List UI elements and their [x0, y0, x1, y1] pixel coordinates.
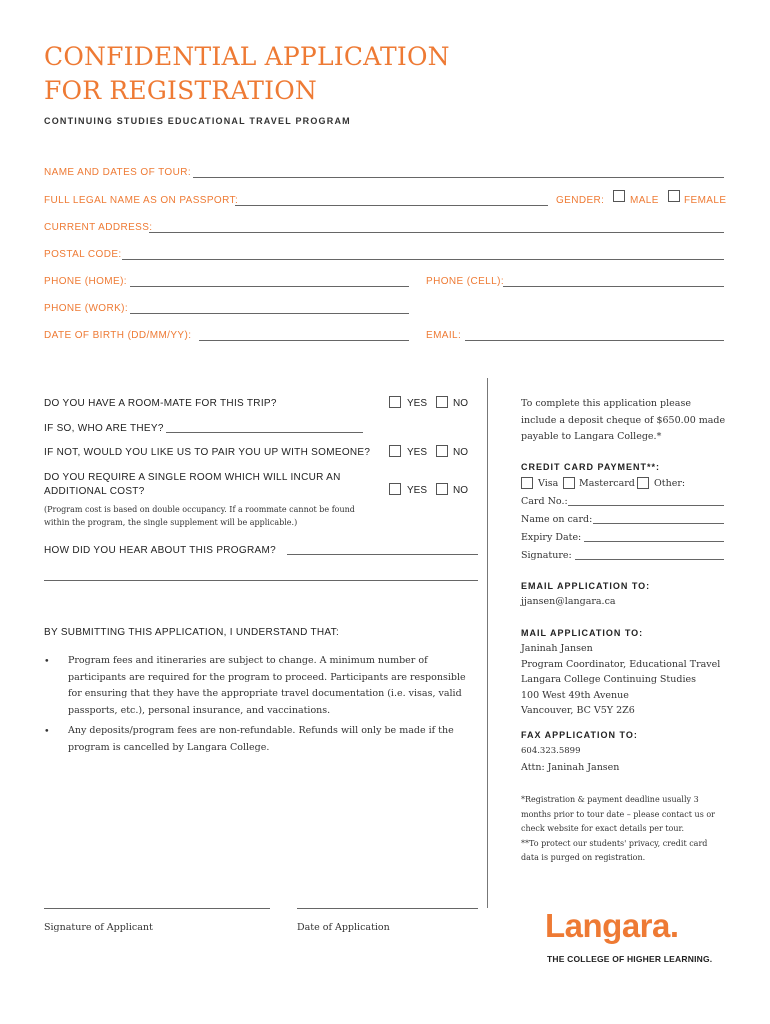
visa-checkbox[interactable]	[521, 477, 533, 489]
langara-logo: Langara.	[545, 907, 679, 944]
address-input-line[interactable]	[149, 232, 724, 233]
legal-name-label: FULL LEGAL NAME AS ON PASSPORT:	[44, 195, 239, 206]
hear-input-line-1[interactable]	[287, 554, 478, 555]
single-room-line-1: DO YOU REQUIRE A SINGLE ROOM WHICH WILL INCUR AN	[44, 472, 341, 483]
single-yes-checkbox[interactable]	[389, 483, 401, 495]
roommate-no-checkbox[interactable]	[436, 396, 448, 408]
roommate-question: DO YOU HAVE A ROOM-MATE FOR THIS TRIP?	[44, 398, 277, 409]
phone-cell-label: PHONE (CELL):	[426, 276, 504, 287]
terms-item-1-line: Program fees and itineraries are subject to change. A minimum number of	[68, 655, 428, 666]
male-label: MALE	[630, 195, 659, 206]
single-room-line-2: ADDITIONAL COST?	[44, 486, 145, 497]
application-date-line[interactable]	[297, 908, 478, 909]
hear-input-line-2[interactable]	[44, 580, 478, 581]
mail-address	[521, 641, 720, 719]
fax-number: 604.323.5899	[521, 746, 581, 756]
fax-application-heading: FAX APPLICATION TO:	[521, 730, 638, 740]
deposit-line: include a deposit cheque of $650.00 made	[521, 414, 726, 426]
applicant-signature-label: Signature of Applicant	[44, 922, 153, 933]
terms-item-2-line: Any deposits/program fees are non-refundable. Refunds will only be made if the	[68, 725, 454, 736]
applicant-signature-line[interactable]	[44, 908, 270, 909]
application-date-label: Date of Application	[297, 922, 390, 933]
who-input-line[interactable]	[166, 432, 363, 433]
terms-item-1	[68, 653, 466, 719]
mail-address-line: Janinah Jansen	[521, 643, 593, 654]
terms-heading: BY SUBMITTING THIS APPLICATION, I UNDERSTAND THAT:	[44, 627, 340, 638]
card-number-label: Card No.:	[521, 496, 568, 507]
phone-home-input-line[interactable]	[130, 286, 409, 287]
footnote-line: data is purged on registration.	[521, 853, 646, 862]
female-checkbox[interactable]	[668, 190, 680, 202]
page-title	[44, 40, 450, 108]
tour-input-line[interactable]	[193, 177, 724, 178]
dob-input-line[interactable]	[199, 340, 409, 341]
mail-address-line: Vancouver, BC V5Y 2Z6	[521, 705, 635, 716]
single-no-label: NO	[453, 485, 468, 496]
mail-address-line: Program Coordinator, Educational Travel	[521, 658, 721, 670]
pair-yes-label: YES	[407, 447, 428, 458]
roommate-yes-checkbox[interactable]	[389, 396, 401, 408]
roommate-no-label: NO	[453, 398, 468, 409]
terms-item-1-line: passports, etc.), personal insurance, and vaccinations.	[68, 704, 331, 716]
title-line-1: CONFIDENTIAL APPLICATION	[44, 42, 450, 71]
mail-application-heading: MAIL APPLICATION TO:	[521, 628, 644, 638]
email-label: EMAIL:	[426, 330, 462, 341]
mastercard-label: Mastercard	[579, 478, 635, 489]
single-room-question	[44, 471, 341, 499]
footnote-line: months prior to tour date – please contact us or	[521, 809, 715, 819]
bullet-2: •	[44, 726, 50, 737]
single-yes-label: YES	[407, 485, 428, 496]
pair-no-label: NO	[453, 447, 468, 458]
phone-cell-input-line[interactable]	[503, 286, 724, 287]
name-on-card-label: Name on card:	[521, 514, 593, 525]
other-label: Other:	[654, 478, 686, 489]
visa-label: Visa	[538, 478, 559, 489]
female-label: FEMALE	[684, 195, 727, 206]
email-application-heading: EMAIL APPLICATION TO:	[521, 581, 651, 591]
postal-input-line[interactable]	[122, 259, 724, 260]
hear-question: HOW DID YOU HEAR ABOUT THIS PROGRAM?	[44, 545, 276, 556]
deposit-line: To complete this application please	[521, 398, 691, 409]
pair-yes-checkbox[interactable]	[389, 445, 401, 457]
dob-label: DATE OF BIRTH (DD/MM/YY):	[44, 330, 192, 341]
terms-item-2	[68, 723, 454, 756]
footnotes	[521, 793, 715, 866]
who-question: IF SO, WHO ARE THEY?	[44, 423, 164, 434]
terms-item-2-line: program is cancelled by Langara College.	[68, 741, 270, 753]
name-on-card-line[interactable]	[593, 523, 724, 524]
mail-address-line: Langara College Continuing Studies	[521, 674, 696, 685]
pair-no-checkbox[interactable]	[436, 445, 448, 457]
tour-label: NAME AND DATES OF TOUR:	[44, 167, 191, 178]
pair-question: IF NOT, WOULD YOU LIKE US TO PAIR YOU UP WITH SOMEONE?	[44, 447, 371, 458]
title-line-2: FOR REGISTRATION	[44, 76, 317, 105]
expiry-line[interactable]	[584, 541, 724, 542]
address-label: CURRENT ADDRESS:	[44, 222, 153, 233]
deposit-line: payable to Langara College.*	[521, 431, 662, 442]
card-signature-label: Signature:	[521, 550, 572, 561]
page-subtitle: CONTINUING STUDIES EDUCATIONAL TRAVEL PROGRAM	[44, 116, 351, 126]
card-number-line[interactable]	[568, 505, 724, 506]
male-checkbox[interactable]	[613, 190, 625, 202]
legal-name-input-line[interactable]	[235, 205, 548, 206]
fax-attention: Attn: Janinah Jansen	[521, 762, 620, 773]
terms-item-1-line: participants are required for the program to proceed. Participants are responsible	[68, 671, 466, 683]
footnote-line: **To protect our students' privacy, credit card	[521, 838, 708, 848]
card-signature-line[interactable]	[575, 559, 724, 560]
single-no-checkbox[interactable]	[436, 483, 448, 495]
postal-label: POSTAL CODE:	[44, 249, 122, 260]
email-input-line[interactable]	[465, 340, 724, 341]
langara-tagline: THE COLLEGE OF HIGHER LEARNING.	[547, 954, 713, 964]
mail-address-line: 100 West 49th Avenue	[521, 689, 629, 701]
column-divider	[487, 378, 488, 908]
terms-item-1-line: for ensuring that they have the appropriate travel documentation (i.e. visas, valid	[68, 688, 462, 699]
gender-label: GENDER:	[556, 195, 605, 206]
footnote-line: check website for exact details per tour.	[521, 824, 684, 833]
bullet-1: •	[44, 656, 50, 667]
other-checkbox[interactable]	[637, 477, 649, 489]
mastercard-checkbox[interactable]	[563, 477, 575, 489]
credit-card-heading: CREDIT CARD PAYMENT**:	[521, 462, 661, 472]
deposit-instructions	[521, 396, 725, 446]
phone-work-input-line[interactable]	[130, 313, 409, 314]
roommate-yes-label: YES	[407, 398, 428, 409]
phone-work-label: PHONE (WORK):	[44, 303, 129, 314]
phone-home-label: PHONE (HOME):	[44, 276, 127, 287]
occupancy-note-line-1: (Program cost is based on double occupancy. If a roommate cannot be found	[44, 505, 355, 514]
email-application-address[interactable]: jjansen@langara.ca	[521, 596, 616, 607]
occupancy-note	[44, 503, 355, 529]
expiry-label: Expiry Date:	[521, 532, 582, 543]
footnote-line: *Registration & payment deadline usually 3	[521, 795, 699, 804]
occupancy-note-line-2: within the program, the single supplement will be applicable.)	[44, 518, 298, 527]
